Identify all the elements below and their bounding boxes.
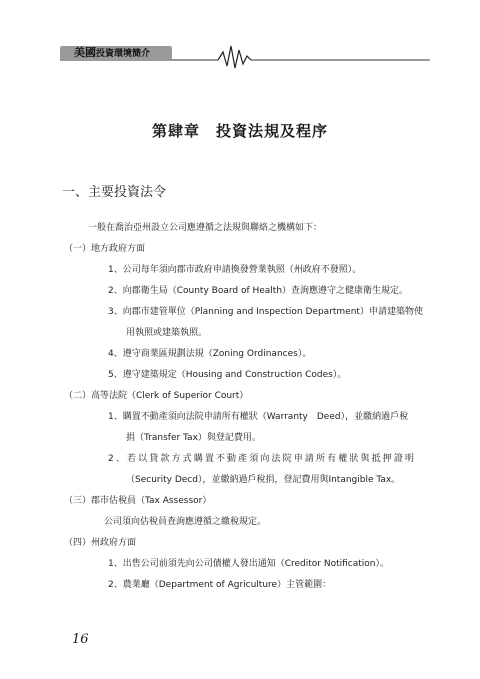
chapter-number: 第肆章 xyxy=(151,122,200,140)
list-item: 2、農業廳（Department of Agriculture）主管範圍： xyxy=(108,580,332,590)
list-item: 3、向郡市建管單位（Planning and Inspection Department）申請建築物使 xyxy=(108,307,423,317)
list-item-continuation: （Security Decd），並繳納過戶稅捐，登記費用與Intangible Tax。 xyxy=(126,475,401,485)
list-item: 2、向郡衛生局（County Board of Health）查詢應遵守之健康衛生規定。 xyxy=(108,286,409,296)
list-item: 1、公司每年須向郡市政府申請換發營業執照（州政府不發照）。 xyxy=(108,265,362,275)
header-label-big: 美國 xyxy=(74,46,96,59)
chapter-title xyxy=(0,120,480,141)
header-label-small: 投資環境簡介 xyxy=(96,49,151,59)
subsection-superior-court: （二）高等法院（Clerk of Superior Court） xyxy=(64,391,249,401)
list-item: 4、遵守商業區規劃法規（Zoning Ordinances）。 xyxy=(108,349,312,359)
subsection-local-government: （一）地方政府方面 xyxy=(64,244,146,254)
section-title: 一、主要投資法令 xyxy=(62,185,167,200)
chapter-name: 投資法規及程序 xyxy=(216,122,329,140)
subsection-state-government: （四）州政府方面 xyxy=(64,538,137,548)
page-number: 16 xyxy=(72,632,89,647)
intro-line: 一般在喬治亞州設立公司應遵循之法規與聯絡之機構如下： xyxy=(88,223,323,233)
header-tab xyxy=(60,46,172,60)
list-item: 1、出售公司前須先向公司債權人發出通知（Creditor Notification）。 xyxy=(108,559,390,569)
list-item-continuation: 捐（Transfer Tax）與登記費用。 xyxy=(126,433,261,443)
list-item-continuation: 用執照或建築執照。 xyxy=(126,328,208,338)
running-header xyxy=(60,40,430,70)
subsection-tax-assessor: （三）郡市估稅員（Tax Assessor） xyxy=(64,496,212,506)
list-item: 5、遵守建築規定（Housing and Construction Codes）。 xyxy=(108,370,347,380)
list-item: 1、購置不動產須向法院申請所有權狀（Warranty Deed），並繳納過戶稅 xyxy=(108,412,409,422)
paragraph-line: 公司須向估稅員查詢應遵循之繳稅規定。 xyxy=(104,517,267,527)
list-item: 2、若以貸款方式購置不動產須向法院申請所有權狀與抵押證明 xyxy=(108,454,414,464)
